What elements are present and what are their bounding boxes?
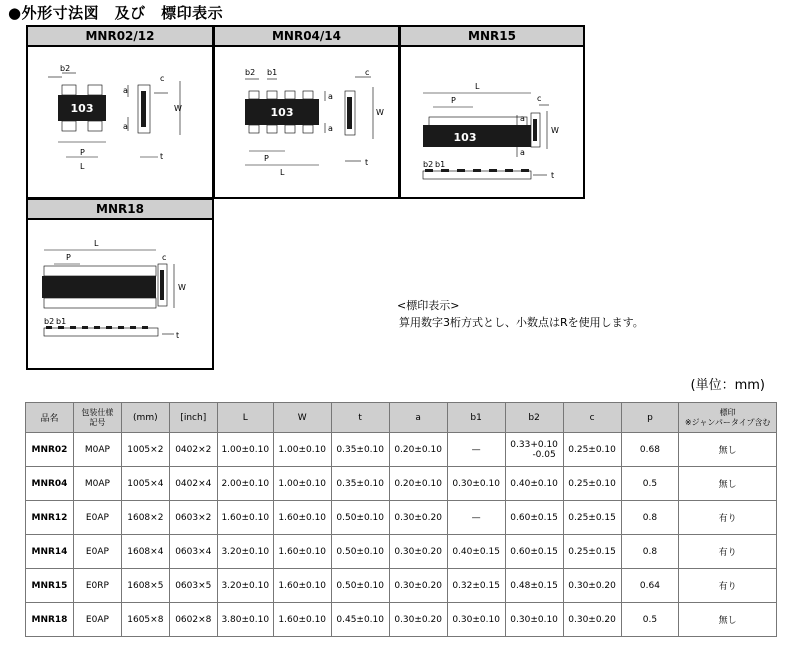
cell-w: 1.60±0.10 (273, 569, 331, 603)
table-row (26, 569, 777, 603)
dimension-drawing-mnr04 (215, 47, 398, 197)
panel-mnr04 (213, 25, 400, 199)
dim-label-a: a (328, 92, 333, 101)
cell-b2 (505, 433, 563, 467)
dim-label-a: a (328, 124, 333, 133)
table-body (26, 433, 777, 637)
cell-mm: 1005×4 (121, 467, 169, 501)
panel-title: MNR04/14 (215, 27, 398, 47)
dim-label-t: t (551, 171, 555, 180)
cell-c: 0.30±0.20 (563, 603, 621, 637)
dim-label-a: a (123, 86, 128, 95)
cell-a: 0.20±0.10 (389, 467, 447, 501)
cell-b2-upper: 0.33+0.10 (510, 439, 558, 450)
cell-b2: 0.60±0.15 (505, 501, 563, 535)
cell-w: 1.00±0.10 (273, 433, 331, 467)
panel-title: MNR18 (28, 200, 212, 220)
dim-label-w: W (178, 283, 186, 292)
cell-pack: M0AP (73, 467, 121, 501)
header-b2: b2 (505, 403, 563, 433)
cell-mark: 無し (679, 603, 777, 637)
dim-label-w: W (174, 104, 182, 113)
cell-name: MNR04 (26, 467, 74, 501)
cell-w: 1.60±0.10 (273, 535, 331, 569)
chip-marking: 103 (70, 102, 94, 115)
dim-label-p: P (66, 253, 71, 262)
cell-t: 0.50±0.10 (331, 535, 389, 569)
cell-l: 3.80±0.10 (217, 603, 273, 637)
dim-label-c: c (160, 74, 165, 83)
header-name: 品名 (26, 403, 74, 433)
cell-c: 0.30±0.20 (563, 569, 621, 603)
dim-label-w: W (551, 126, 559, 135)
cell-inch: 0603×4 (169, 535, 217, 569)
cell-pack: M0AP (73, 433, 121, 467)
cell-b2-lower: -0.05 (532, 449, 556, 460)
cell-l: 1.00±0.10 (217, 433, 273, 467)
dim-label-b2: b2 (60, 64, 71, 73)
marking-note-text: 算用数字3桁方式とし、小数点はRを使用します。 (399, 316, 644, 329)
panel-mnr15 (399, 25, 585, 199)
cell-pack: E0RP (73, 569, 121, 603)
cell-t: 0.50±0.10 (331, 569, 389, 603)
cell-b1: 0.30±0.10 (447, 467, 505, 501)
cell-inch: 0603×2 (169, 501, 217, 535)
cell-l: 1.60±0.10 (217, 501, 273, 535)
panel-title: MNR15 (401, 27, 583, 47)
cell-p: 0.5 (621, 467, 679, 501)
cell-w: 1.60±0.10 (273, 501, 331, 535)
dim-label-a: a (520, 114, 525, 123)
marking-note-heading: <標印表示> (397, 299, 460, 312)
dim-label-b1: b1 (56, 317, 67, 326)
table-row (26, 467, 777, 501)
cell-b1: 0.30±0.10 (447, 603, 505, 637)
cell-a: 0.30±0.20 (389, 535, 447, 569)
panel-title: MNR02/12 (28, 27, 212, 47)
cell-pack: E0AP (73, 603, 121, 637)
cell-mark: 有り (679, 569, 777, 603)
cell-name: MNR14 (26, 535, 74, 569)
cell-p: 0.8 (621, 501, 679, 535)
cell-inch: 0402×2 (169, 433, 217, 467)
dim-label-b2: b2 (245, 68, 256, 77)
cell-mm: 1608×5 (121, 569, 169, 603)
header-mm: (mm) (121, 403, 169, 433)
header-t: t (331, 403, 389, 433)
cell-mark: 無し (679, 433, 777, 467)
dim-label-a: a (520, 148, 525, 157)
cell-b2: 0.60±0.15 (505, 535, 563, 569)
cell-t: 0.45±0.10 (331, 603, 389, 637)
cell-t: 0.35±0.10 (331, 433, 389, 467)
cell-inch: 0603×5 (169, 569, 217, 603)
table-row (26, 433, 777, 467)
dim-label-p: P (264, 154, 269, 163)
cell-l: 3.20±0.10 (217, 535, 273, 569)
cell-mark: 有り (679, 501, 777, 535)
cell-a: 0.30±0.20 (389, 569, 447, 603)
header-c: c (563, 403, 621, 433)
cell-name: MNR15 (26, 569, 74, 603)
cell-a: 0.30±0.20 (389, 603, 447, 637)
cell-mm: 1608×2 (121, 501, 169, 535)
header-inch: [inch] (169, 403, 217, 433)
cell-p: 0.64 (621, 569, 679, 603)
cell-t: 0.35±0.10 (331, 467, 389, 501)
header-a: a (389, 403, 447, 433)
cell-p: 0.5 (621, 603, 679, 637)
unit-label: (単位：mm) (690, 378, 765, 393)
dimension-drawing-mnr02 (28, 47, 212, 197)
header-marking-line1: 標印 (719, 407, 736, 417)
panel-mnr18 (26, 198, 214, 370)
cell-name: MNR02 (26, 433, 74, 467)
cell-mm: 1005×2 (121, 433, 169, 467)
header-p: p (621, 403, 679, 433)
dim-label-l: L (94, 239, 99, 248)
table-header-row (26, 403, 777, 433)
dim-label-l: L (80, 162, 85, 171)
cell-c: 0.25±0.15 (563, 535, 621, 569)
cell-c: 0.25±0.10 (563, 433, 621, 467)
cell-l: 2.00±0.10 (217, 467, 273, 501)
cell-t: 0.50±0.10 (331, 501, 389, 535)
cell-b2: 0.40±0.10 (505, 467, 563, 501)
dim-label-c: c (365, 68, 370, 77)
cell-l: 3.20±0.10 (217, 569, 273, 603)
cell-p: 0.68 (621, 433, 679, 467)
marking-note (397, 297, 644, 331)
section-title: ●外形寸法図 及び 標印表示 (8, 4, 224, 22)
dim-label-b1: b1 (267, 68, 278, 77)
cell-c: 0.25±0.10 (563, 467, 621, 501)
cell-w: 1.60±0.10 (273, 603, 331, 637)
header-marking-line2: ※ジャンパータイプ含む (684, 417, 771, 427)
dim-label-p: P (451, 96, 456, 105)
table-row (26, 501, 777, 535)
header-l: L (217, 403, 273, 433)
dim-label-p: P (80, 148, 85, 157)
cell-mm: 1605×8 (121, 603, 169, 637)
cell-pack: E0AP (73, 535, 121, 569)
header-b1: b1 (447, 403, 505, 433)
dimension-drawing-mnr18 (28, 220, 212, 368)
dim-label-t: t (365, 158, 369, 167)
cell-b2: 0.48±0.15 (505, 569, 563, 603)
cell-b1: — (447, 433, 505, 467)
dimension-drawing-mnr15 (401, 47, 583, 197)
cell-a: 0.20±0.10 (389, 433, 447, 467)
header-packing-line1: 包装仕様 (81, 407, 114, 417)
dim-label-l: L (280, 168, 285, 177)
dim-label-b1: b1 (435, 160, 446, 169)
cell-p: 0.8 (621, 535, 679, 569)
cell-a: 0.30±0.20 (389, 501, 447, 535)
dim-label-b2: b2 (44, 317, 55, 326)
cell-b2: 0.30±0.10 (505, 603, 563, 637)
table-row (26, 535, 777, 569)
cell-pack: E0AP (73, 501, 121, 535)
header-packing (73, 403, 121, 433)
cell-mark: 無し (679, 467, 777, 501)
panel-mnr02 (26, 25, 214, 199)
cell-c: 0.25±0.15 (563, 501, 621, 535)
table-row (26, 603, 777, 637)
dim-label-t: t (176, 331, 180, 340)
header-w: W (273, 403, 331, 433)
header-packing-line2: 記号 (89, 417, 106, 427)
dim-label-l: L (475, 82, 480, 91)
cell-mark: 有り (679, 535, 777, 569)
cell-mm: 1608×4 (121, 535, 169, 569)
dim-label-c: c (162, 253, 167, 262)
dim-label-b2: b2 (423, 160, 434, 169)
cell-b1: 0.40±0.15 (447, 535, 505, 569)
chip-marking: 103 (270, 106, 294, 119)
spec-table (25, 402, 777, 637)
dim-label-c: c (537, 94, 542, 103)
cell-b1: 0.32±0.15 (447, 569, 505, 603)
cell-w: 1.00±0.10 (273, 467, 331, 501)
cell-inch: 0402×4 (169, 467, 217, 501)
dim-label-t: t (160, 152, 164, 161)
cell-inch: 0602×8 (169, 603, 217, 637)
header-marking (679, 403, 777, 433)
cell-name: MNR12 (26, 501, 74, 535)
cell-b1: — (447, 501, 505, 535)
dim-label-a: a (123, 122, 128, 131)
dim-label-w: W (376, 108, 384, 117)
cell-name: MNR18 (26, 603, 74, 637)
chip-marking: 103 (453, 131, 477, 144)
